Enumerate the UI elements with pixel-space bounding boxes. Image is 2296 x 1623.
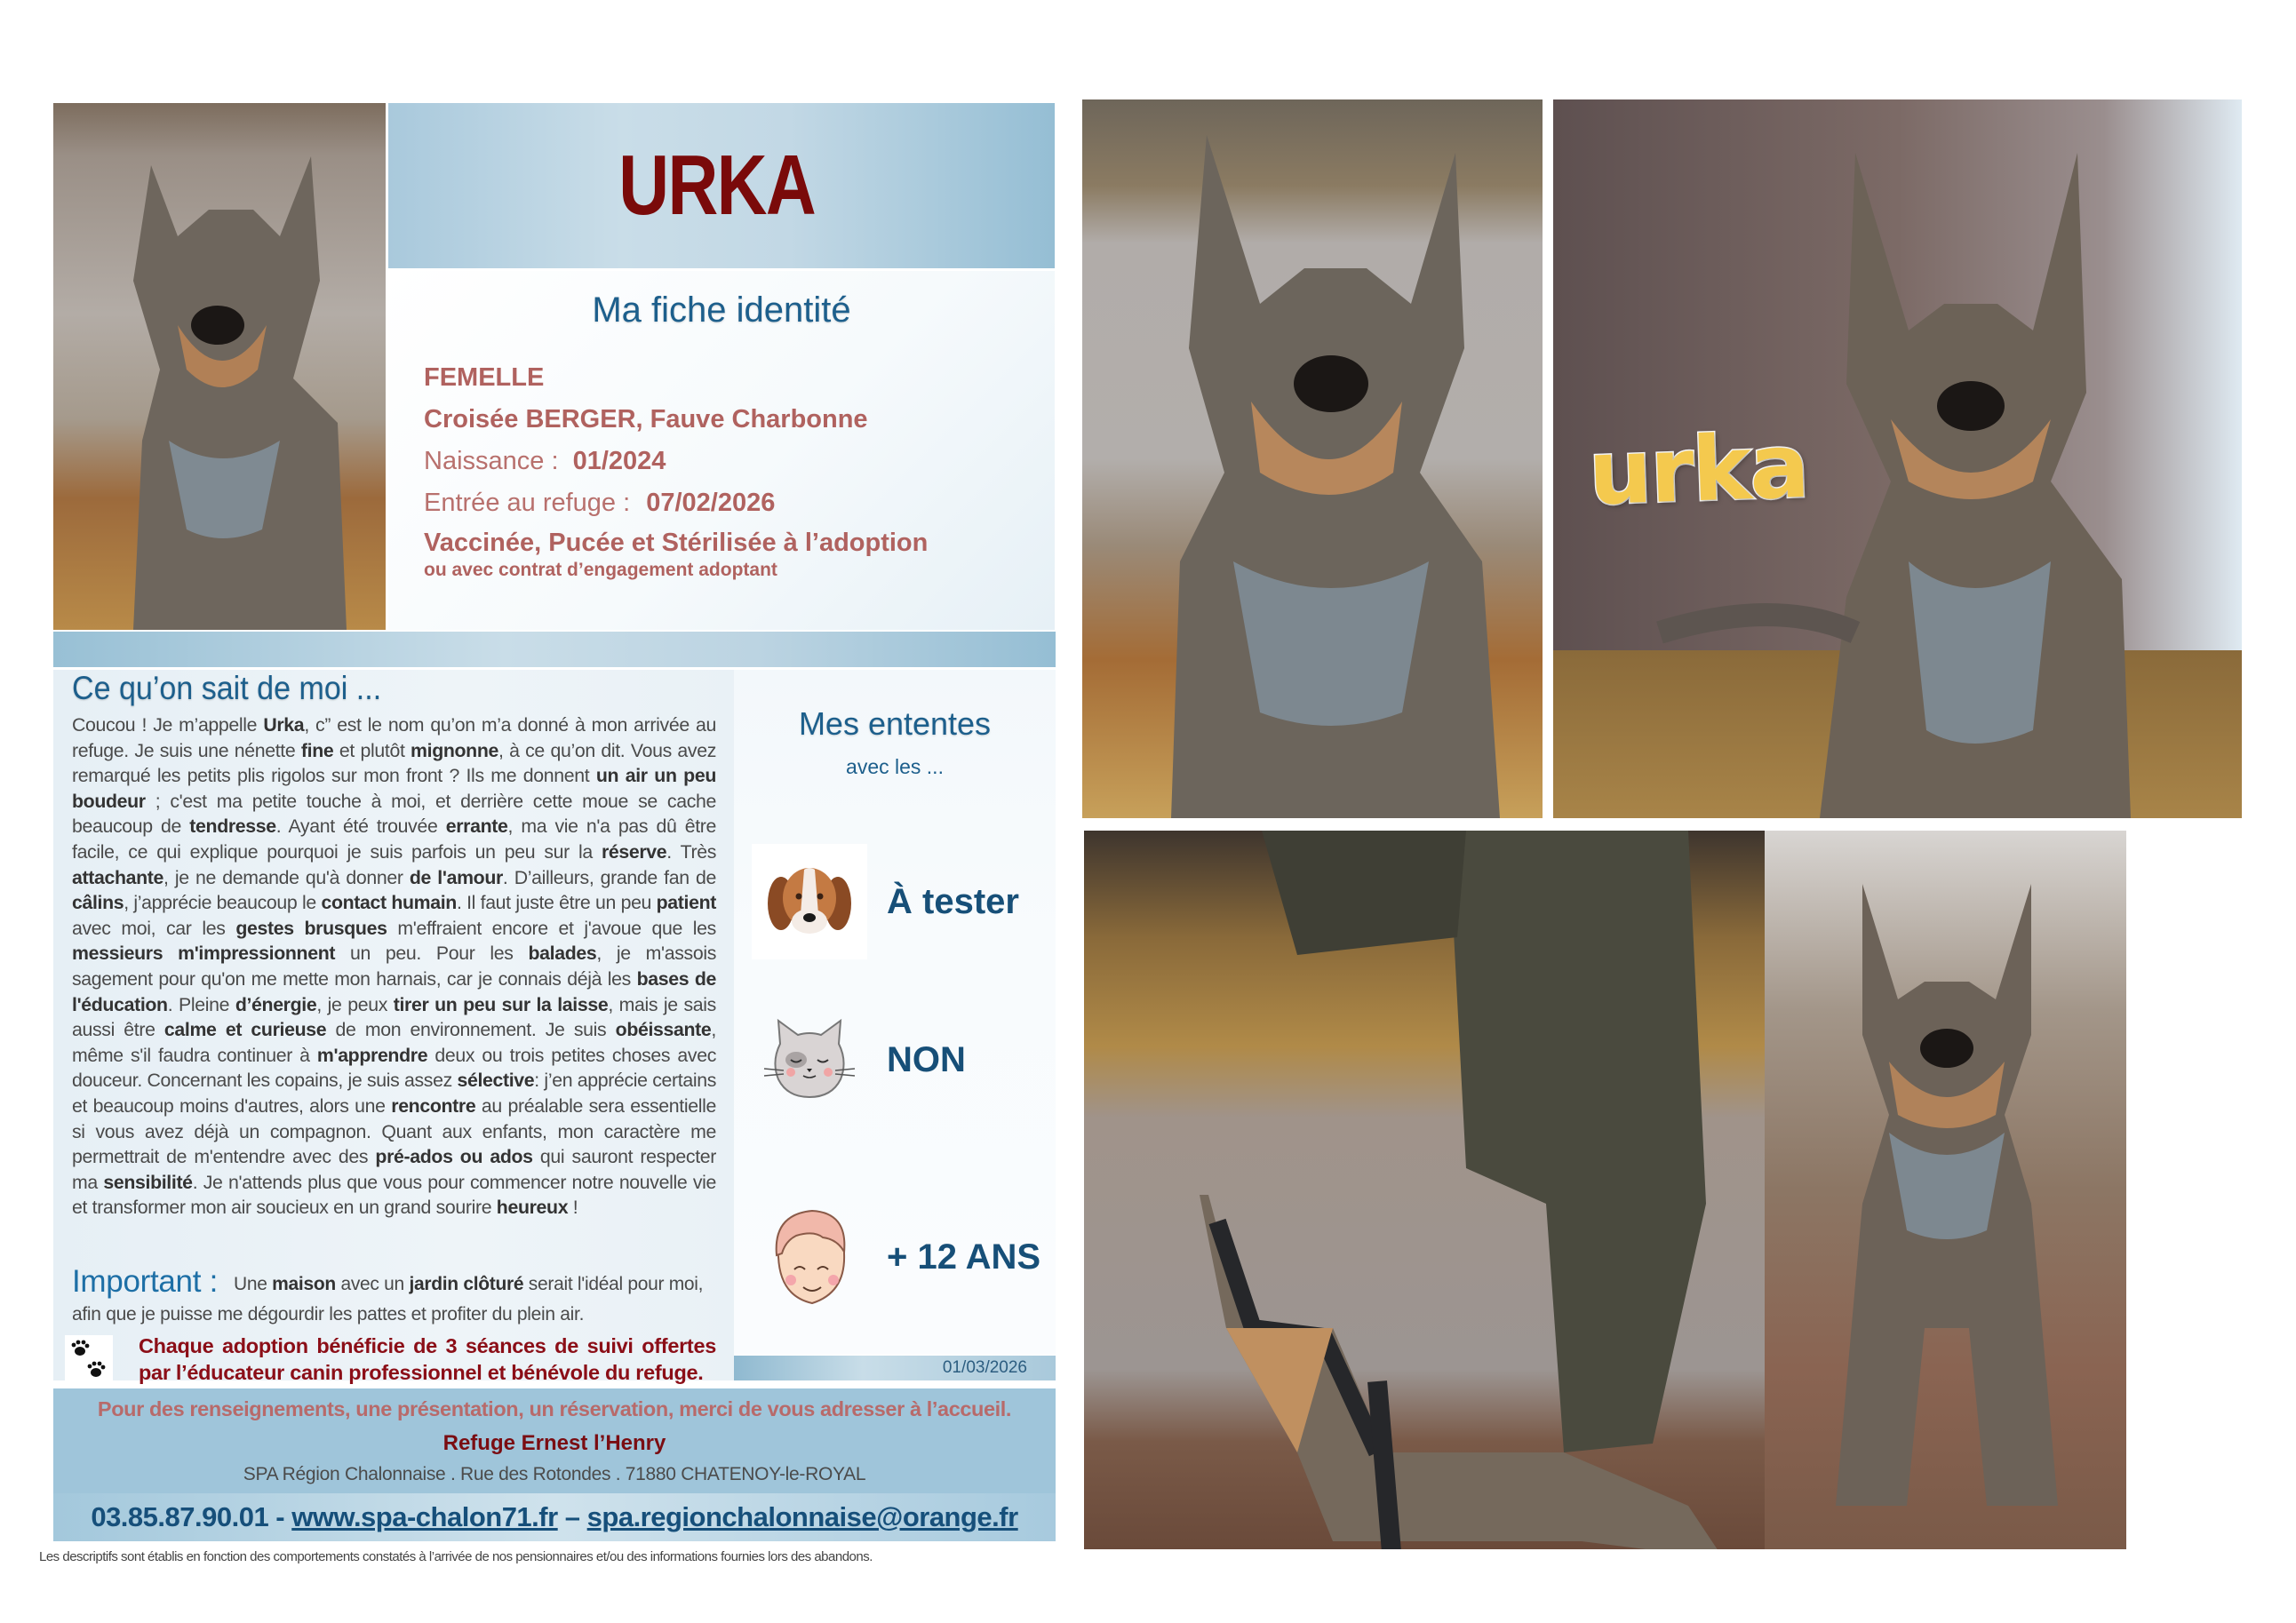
- emphasis: gestes brusques: [235, 917, 387, 939]
- contact-links: [53, 1493, 1056, 1541]
- emphasis: obéissante: [615, 1019, 712, 1041]
- emphasis: d’énergie: [235, 993, 317, 1015]
- compatibility-subheading: avec les ...: [846, 755, 944, 778]
- compatibility-section: [734, 670, 1056, 1354]
- identity-heading: Ma fiche identité: [592, 290, 851, 330]
- breed-value: Croisée BERGER, Fauve Charbonne: [424, 405, 868, 434]
- compatibility-children-value: + 12 ANS: [887, 1237, 1041, 1277]
- emphasis: tendresse: [189, 815, 276, 838]
- phone-number[interactable]: 03.85.87.90.01: [91, 1501, 269, 1532]
- animal-name: URKA: [618, 138, 816, 233]
- health-value: Vaccinée, Pucée et Stérilisée à l’adoption: [424, 529, 929, 557]
- photo-name-overlay: urka: [1587, 413, 1810, 526]
- text-run: , c” est le nom qu’on m’a donné à mon arrivée au refuge. Je suis une nénette: [72, 714, 716, 761]
- text-run: , même s'il faudra continuer à: [72, 1019, 716, 1066]
- photo-front-standing: [1765, 831, 2126, 1549]
- emphasis: un air un peu boudeur: [72, 765, 716, 812]
- emphasis: Urka: [263, 714, 305, 736]
- emphasis: calme et curieuse: [163, 1019, 327, 1041]
- story-heading: Ce qu’on sait de moi ...: [72, 670, 382, 706]
- refuge-address: SPA Région Chalonnaise . Rue des Rotondes . 71880 CHATENOY-le-ROYAL: [243, 1464, 866, 1484]
- separator: –: [557, 1501, 587, 1532]
- disclaimer: Les descriptifs sont établis en fonction des comportements constatés à l’arrivée de nos pensionnaires et/ou des informations fournies lors des abandons.: [39, 1549, 873, 1564]
- emphasis: maison: [272, 1274, 336, 1294]
- text-run: au préalable sera essentielle si vous avez déjà un compagnon. Quant aux enfants, mon caractère me permettrait de m'entendre avec des: [72, 1094, 716, 1168]
- important-title: Important :: [72, 1264, 218, 1299]
- sheet-date: 01/03/2026: [734, 1356, 1056, 1380]
- dog-photo-icon: [53, 103, 386, 630]
- emphasis: rencontre: [391, 1094, 476, 1117]
- breed: [424, 405, 868, 434]
- text-run: . D’ailleurs, grande fan de: [502, 866, 716, 888]
- separator: -: [268, 1501, 292, 1532]
- dog-face-icon: [752, 844, 867, 959]
- title-band: [388, 103, 1055, 268]
- contact-info-line: Pour des renseignements, une présentation, un réservation, merci de vous adresser à l’accueil.: [97, 1397, 1012, 1420]
- story-text: [72, 712, 716, 1221]
- emphasis: fine: [300, 739, 334, 761]
- emphasis: jardin clôturé: [409, 1274, 524, 1294]
- paw-prints-icon: [65, 1335, 113, 1385]
- divider-band: [53, 632, 1056, 667]
- identity-card: [388, 271, 1055, 630]
- text-run: et plutôt: [333, 739, 411, 761]
- dog-photo-icon: [1084, 831, 1774, 1549]
- emphasis: sélective: [457, 1070, 535, 1092]
- story-section: [53, 670, 734, 1380]
- text-run: . Très: [666, 840, 716, 863]
- emphasis: messieurs m'impressionnent: [72, 943, 336, 965]
- emphasis: contact humain: [321, 892, 457, 914]
- dog-photo-icon: [1765, 831, 2126, 1549]
- text-run: avec un: [335, 1274, 410, 1294]
- birth-label: Naissance :: [424, 447, 559, 475]
- text-run: Coucou ! Je m’appelle: [72, 714, 264, 736]
- dog-photo-icon: [1082, 99, 1543, 818]
- compatibility-dogs-value: À tester: [887, 881, 1019, 921]
- birth-date: [424, 447, 666, 476]
- emphasis: câlins: [72, 892, 124, 914]
- refuge-name: Refuge Ernest l’Henry: [442, 1431, 666, 1455]
- email-link[interactable]: spa.regionchalonnaise@orange.fr: [586, 1501, 1018, 1532]
- text-run: , j’apprécie beaucoup le: [124, 892, 322, 914]
- emphasis: mignonne: [411, 739, 498, 761]
- text-run: , je m'assois sagement pour qu'on me mette mon harnais, car je connais déjà les: [72, 943, 716, 990]
- text-run: deux ou trois petites choses avec douceur. Concernant les copains, je suis assez: [72, 1044, 717, 1092]
- text-run: !: [568, 1197, 578, 1219]
- text-run: m'effraient encore et j'avoue que les: [387, 917, 716, 939]
- text-run: , ma vie n'a pas dû être facile, ce qui explique pourquoi je suis parfois un peu sur la: [72, 815, 717, 863]
- compatibility-children: [752, 1199, 1054, 1315]
- emphasis: sensibilité: [103, 1171, 193, 1193]
- cat-face-icon: [752, 1002, 867, 1118]
- text-run: serait l'idéal pour moi, afin que je puisse me dégourdir les pattes et profiter du plein air.: [72, 1274, 704, 1325]
- child-face-icon: [752, 1199, 867, 1315]
- photo-portrait-road: [1082, 99, 1543, 818]
- contact-block: [53, 1388, 1056, 1541]
- compatibility-heading: Mes ententes: [798, 705, 992, 742]
- text-run: avec moi, car les: [72, 917, 236, 939]
- text-run: . Il faut juste être un peu: [456, 892, 657, 914]
- entry-date: [424, 489, 775, 518]
- health-note: ou avec contrat d’engagement adoptant: [424, 560, 777, 580]
- adoption-followup-note: Chaque adoption bénéficie de 3 séances de suivi offertes par l’éducateur canin professionnel et bénévole du refuge.: [139, 1334, 716, 1384]
- emphasis: pré-ados ou ados: [375, 1146, 533, 1168]
- text-run: Une: [234, 1274, 273, 1294]
- health-status: [424, 529, 928, 558]
- emphasis: patient: [656, 892, 716, 914]
- photo-side-handler: [1084, 831, 1774, 1549]
- important-note: [72, 1264, 716, 1330]
- text-run: , mais je sais aussi être: [72, 993, 716, 1041]
- text-run: . Pleine: [167, 993, 235, 1015]
- compatibility-dogs: [752, 844, 1054, 959]
- text-run: : j’en apprécie certains et beaucoup moins d'autres, alors une: [72, 1070, 716, 1117]
- text-run: . Ayant été trouvée: [275, 815, 446, 838]
- entry-label: Entrée au refuge :: [424, 489, 631, 517]
- emphasis: m'apprendre: [316, 1044, 428, 1066]
- emphasis: errante: [445, 815, 508, 838]
- text-run: qui sauront respecter ma: [72, 1146, 717, 1193]
- text-run: , je peux: [316, 993, 394, 1015]
- text-run: , à ce qu’on dit. Vous avez remarqué les petits plis rigolos sur mon front ? Ils me donnent: [72, 739, 716, 787]
- sex: [424, 363, 544, 393]
- compatibility-cats-value: NON: [887, 1039, 966, 1079]
- emphasis: heureux: [496, 1197, 569, 1219]
- compatibility-cats: [752, 1002, 1054, 1118]
- birth-value: 01/2024: [572, 447, 666, 475]
- emphasis: balades: [528, 943, 597, 965]
- identity-photo: [53, 103, 386, 630]
- emphasis: réserve: [601, 840, 667, 863]
- text-run: un peu. Pour les: [335, 943, 529, 965]
- emphasis: de l'amour: [409, 866, 503, 888]
- emphasis: attachante: [72, 866, 164, 888]
- text-run: de mon environnement. Je suis: [326, 1019, 616, 1041]
- emphasis: tirer un peu sur la laisse: [393, 993, 609, 1015]
- text-run: ; c'est ma petite touche à moi, et derrière cette moue se cache beaucoup de: [72, 790, 716, 838]
- sex-value: FEMELLE: [424, 363, 545, 392]
- entry-value: 07/02/2026: [646, 489, 776, 517]
- text-run: , je ne demande qu'à donner: [163, 866, 410, 888]
- text-run: . Je n'attends plus que vous pour commencer notre nouvelle vie et transformer mon air soucieux en un grand sourire: [72, 1171, 717, 1219]
- website-link[interactable]: www.spa-chalon71.fr: [291, 1501, 558, 1532]
- emphasis: bases de l'éducation: [72, 967, 716, 1015]
